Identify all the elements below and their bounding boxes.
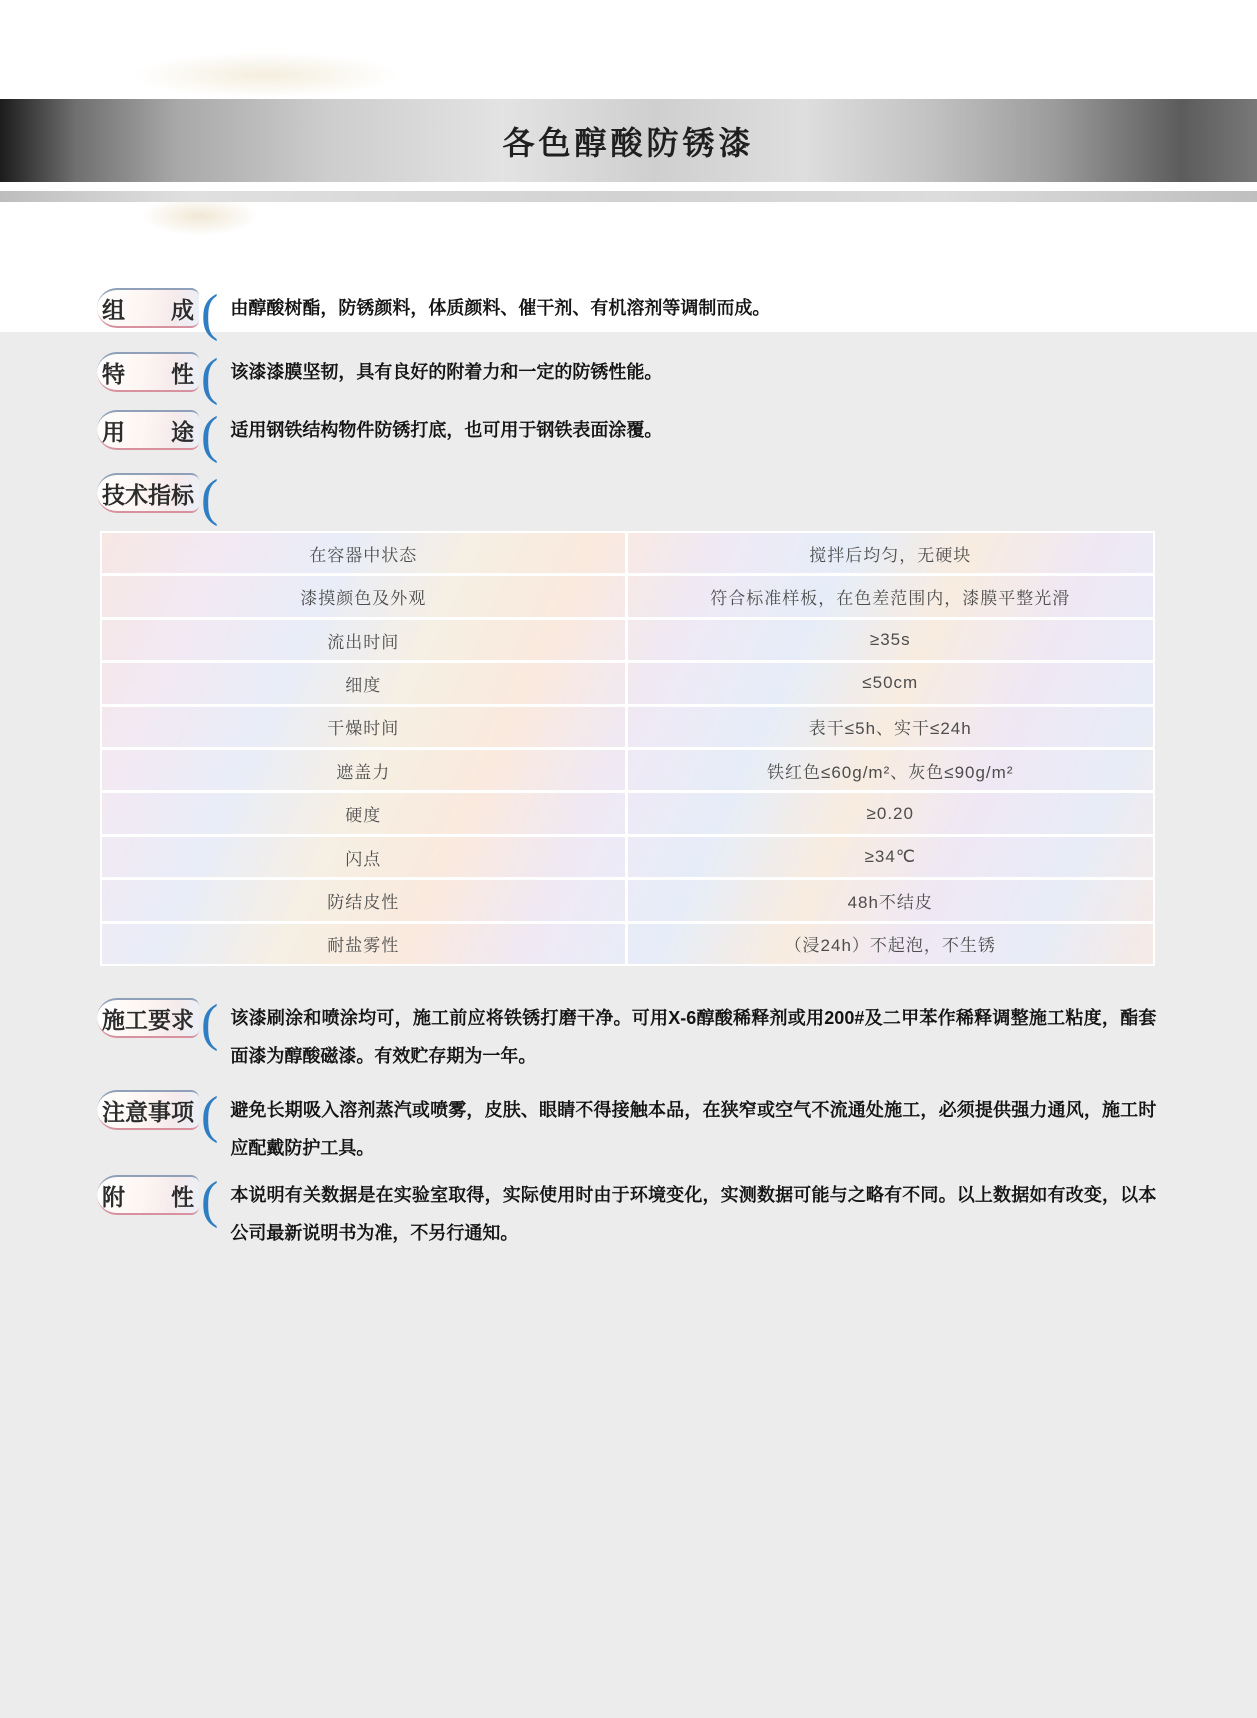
table-row	[102, 533, 1153, 576]
page-title: 各色醇酸防锈漆	[502, 124, 755, 161]
bracket-icon: (	[201, 349, 219, 406]
value-cell: 搅拌后均匀，无硬块	[809, 545, 972, 565]
section-label-pill	[97, 473, 199, 513]
table-row	[102, 750, 1153, 793]
item-cell: 闪点	[102, 837, 628, 877]
header-underline-strip	[0, 191, 1257, 202]
item-cell: 遮盖力	[102, 750, 628, 790]
section-label-pill	[97, 352, 199, 392]
item-cell: 防结皮性	[102, 880, 628, 920]
section-appendix	[97, 1172, 1160, 1252]
table-row	[102, 924, 1153, 964]
section-text: 由醇酸树酯，防锈颜料，体质颜料、催干剂、有机溶剂等调制而成。	[230, 298, 771, 318]
item-cell: 硬度	[102, 793, 628, 833]
bracket-icon: (	[201, 1087, 219, 1144]
table-row	[102, 793, 1153, 836]
section-label: 技术指标	[102, 481, 194, 508]
table-row	[102, 837, 1153, 880]
section-label: 组 成	[102, 296, 194, 323]
bracket-icon: (	[201, 407, 219, 464]
table-row	[102, 707, 1153, 750]
section-composition	[97, 285, 1160, 342]
section-label: 施工要求	[102, 1006, 194, 1033]
item-cell: 耐盐雾性	[102, 924, 628, 964]
spec-table	[100, 531, 1155, 966]
section-label: 附 性	[102, 1183, 194, 1210]
section-label: 注意事项	[102, 1098, 194, 1125]
value-cell: （浸24h）不起泡，不生锈	[784, 936, 996, 956]
section-usage	[97, 407, 1160, 464]
section-label-pill	[97, 288, 199, 328]
scan-artifact-blob	[130, 52, 400, 98]
value-cell: ≥34℃	[864, 847, 916, 867]
value-cell: 48h不结皮	[847, 892, 933, 912]
table-row	[102, 620, 1153, 663]
section-label: 用 途	[102, 418, 194, 445]
scan-artifact-blob	[140, 196, 260, 236]
bracket-icon: (	[201, 470, 219, 527]
section-label-pill	[97, 1175, 199, 1215]
section-label-pill	[97, 1090, 199, 1130]
section-label: 特 性	[102, 360, 194, 387]
section-text: 该漆漆膜坚韧，具有良好的附着力和一定的防锈性能。	[230, 362, 663, 382]
bracket-icon: (	[201, 995, 219, 1052]
value-cell: ≤50cm	[862, 673, 919, 693]
item-cell: 流出时间	[102, 620, 628, 660]
value-cell: 铁红色≤60g/m²、灰色≤90g/m²	[767, 762, 1014, 782]
value-cell: 符合标准样板，在色差范围内，漆膜平整光滑	[710, 589, 1071, 609]
value-cell: ≥0.20	[866, 803, 914, 823]
section-text: 该漆刷涂和喷涂均可，施工前应将铁锈打磨干净。可用X-6醇酸稀释剂或用200#及二甲苯作稀释调整施工粘度，酯套面漆为醇酸磁漆。有效贮存期为一年。	[230, 1008, 1157, 1066]
header-bar	[0, 99, 1257, 182]
section-tech-specs	[97, 470, 1160, 527]
bracket-icon: (	[201, 1172, 219, 1229]
section-text: 避免长期吸入溶剂蒸汽或喷雾，皮肤、眼睛不得接触本品，在狭窄或空气不流通处施工，必须提供强力通风，施工时应配戴防护工具。	[230, 1100, 1157, 1158]
section-precautions	[97, 1087, 1160, 1167]
item-cell: 干燥时间	[102, 707, 628, 747]
section-text: 适用钢铁结构物件防锈打底，也可用于钢铁表面涂覆。	[230, 420, 663, 440]
section-label-pill	[97, 410, 199, 450]
section-label-pill	[97, 998, 199, 1038]
section-application-requirements	[97, 995, 1160, 1075]
value-cell: 表干≤5h、实干≤24h	[808, 719, 972, 739]
table-row	[102, 663, 1153, 706]
item-cell: 细度	[102, 663, 628, 703]
bracket-icon: (	[201, 285, 219, 342]
value-cell: ≥35s	[869, 630, 911, 650]
table-row	[102, 880, 1153, 923]
item-cell: 在容器中状态	[102, 533, 628, 573]
item-cell: 漆摸颜色及外观	[102, 576, 628, 616]
section-text: 本说明有关数据是在实验室取得，实际使用时由于环境变化，实测数据可能与之略有不同。以上数据如有改变，以本公司最新说明书为准，不另行通知。	[230, 1185, 1157, 1243]
section-characteristics	[97, 349, 1160, 406]
table-row	[102, 576, 1153, 619]
